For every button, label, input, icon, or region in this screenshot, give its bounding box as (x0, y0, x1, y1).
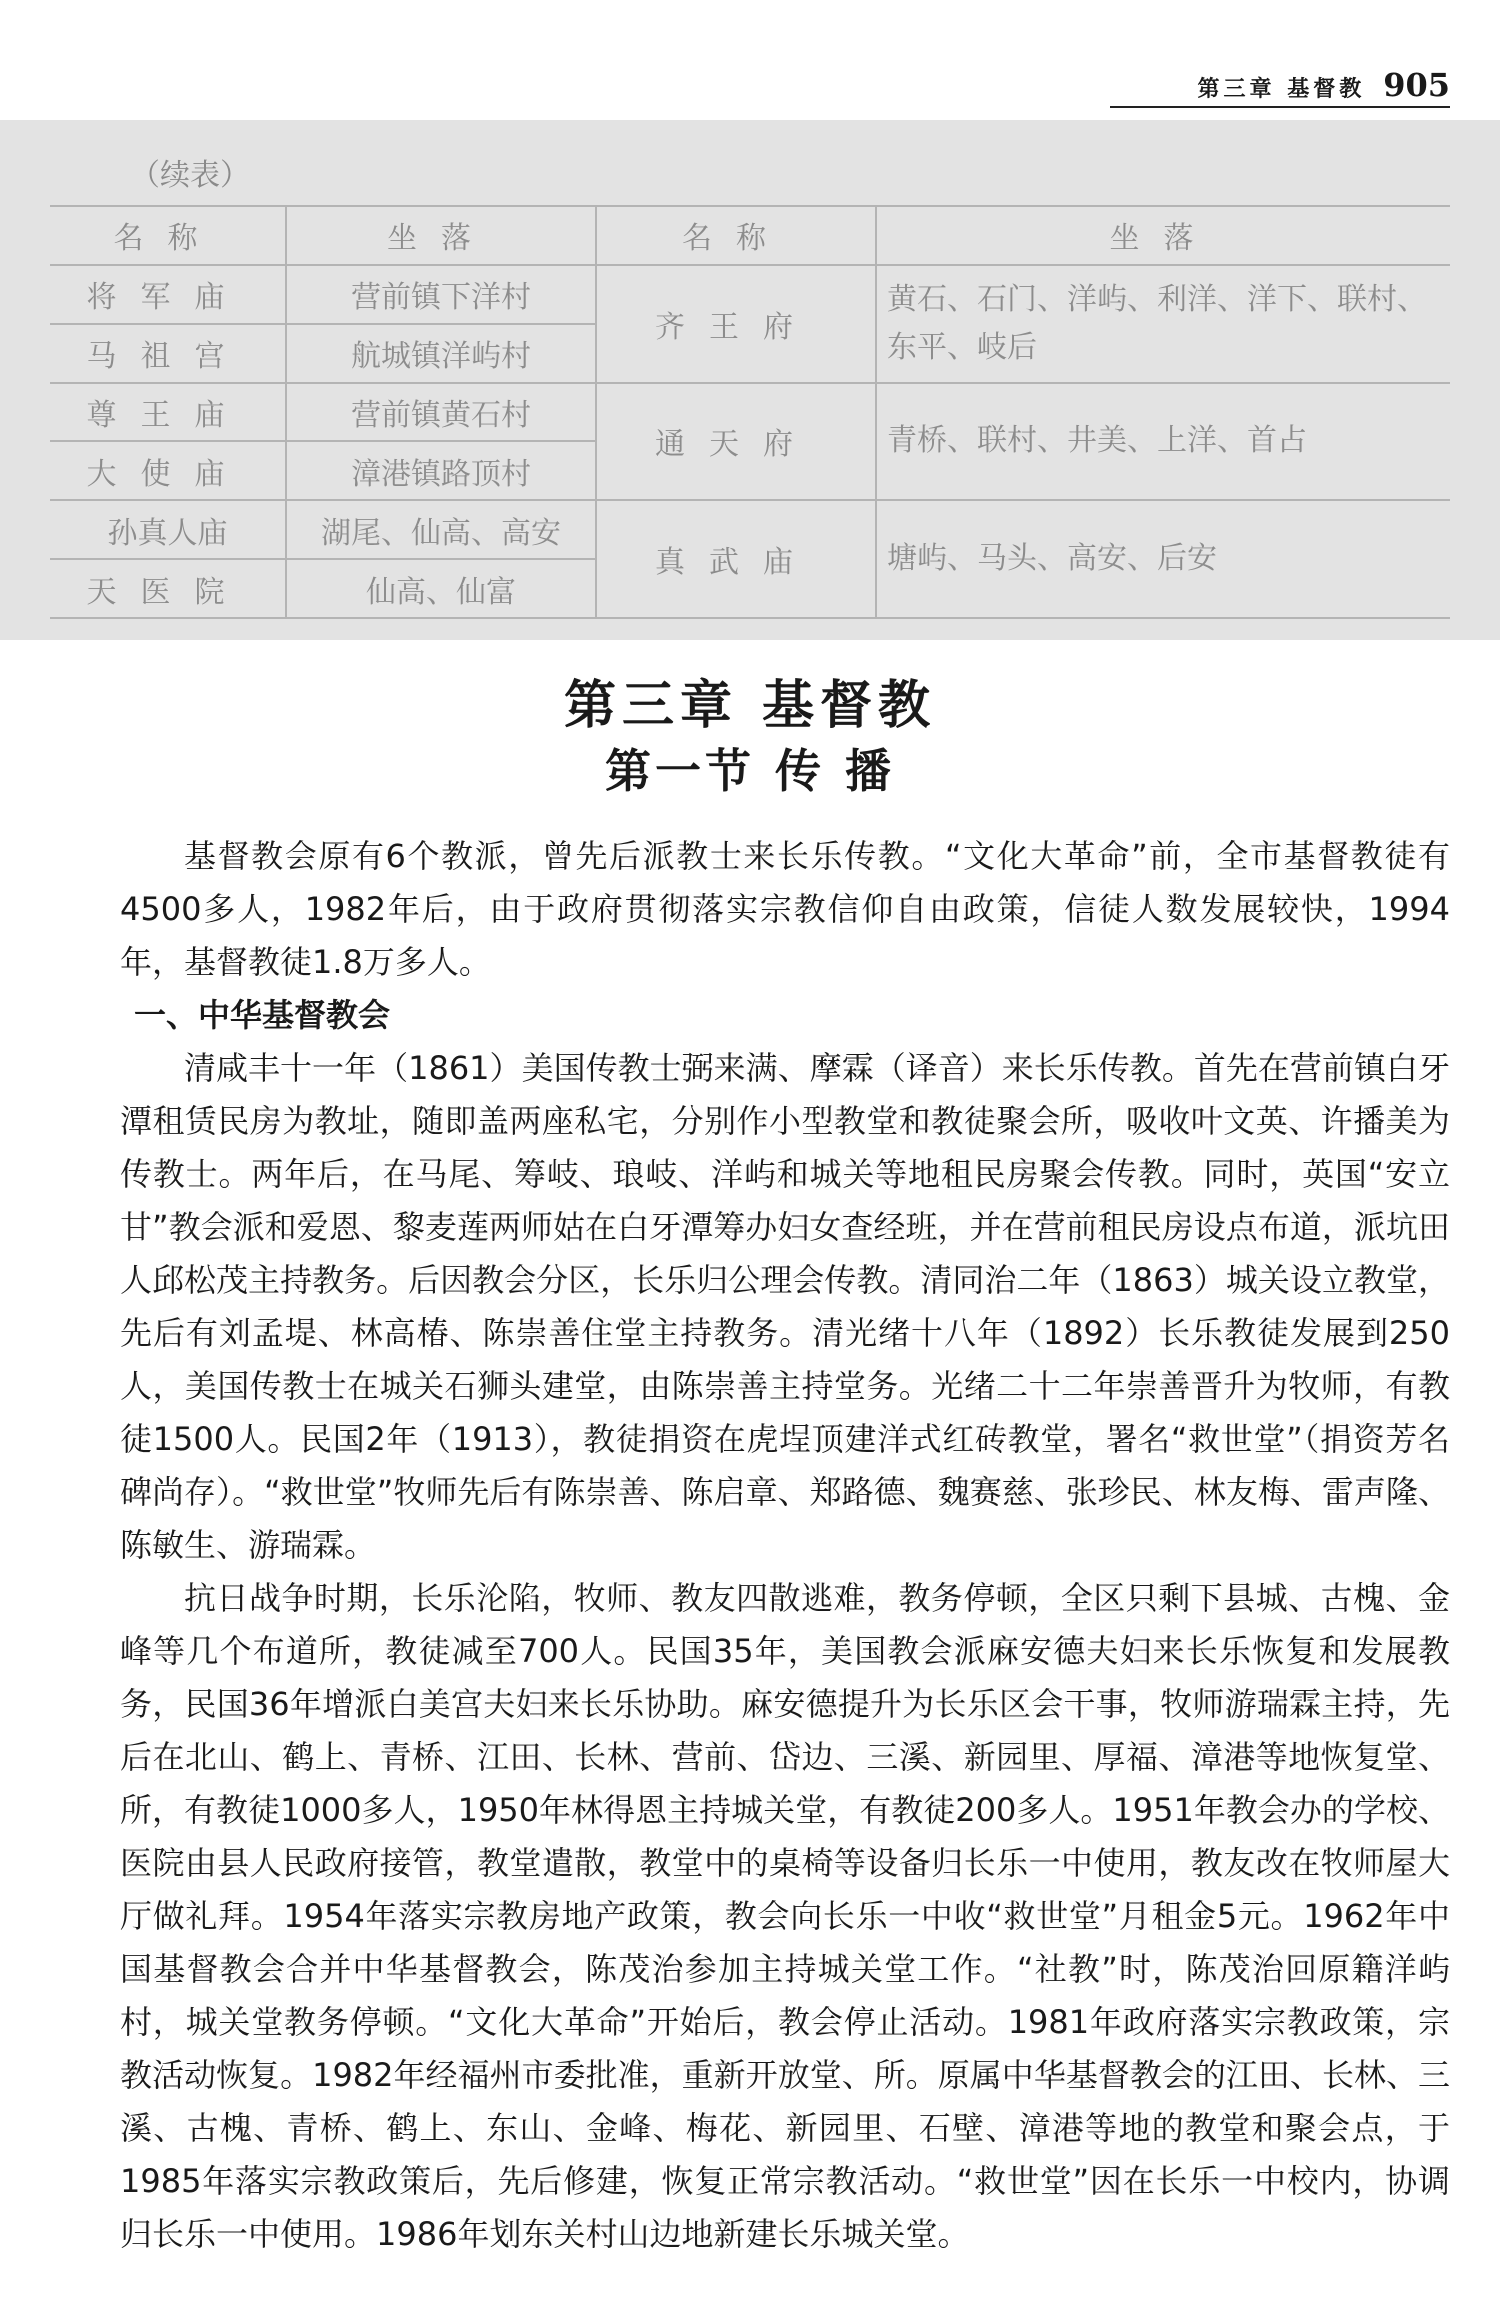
paragraph: 基督教会原有6个教派，曾先后派教士来长乐传教。“文化大革命”前，全市基督教徒有4500多人，1982年后，由于政府贯彻落实宗教信仰自由政策，信徒人数发展较快，1994年，基督教徒1.8万多人。 (120, 837, 1450, 981)
subheading: 一、中华基督教会 (134, 996, 391, 1034)
table-row (50, 383, 1450, 442)
temple-name: 孙真人庙 (50, 500, 286, 559)
temple-location: 营前镇黄石村 (286, 383, 596, 442)
section-title: 第一节 传 播 (604, 744, 896, 798)
running-head (1110, 66, 1450, 108)
temple-name: 将军庙 (50, 265, 286, 324)
table-header-row (50, 206, 1450, 265)
temple-name: 通天府 (596, 383, 876, 501)
chapter-title: 第三章 基督教 (563, 676, 937, 736)
temple-location: 仙高、仙富 (286, 559, 596, 618)
temple-name: 天医院 (50, 559, 286, 618)
temple-location: 湖尾、仙高、高安 (286, 500, 596, 559)
running-head-chapter: 第三章 基督教 (1197, 77, 1366, 102)
header-location-1: 坐落 (286, 206, 596, 265)
paragraph: 清咸丰十一年（1861）美国传教士弼来满、摩霖（译音）来长乐传教。首先在营前镇白牙潭租赁民房为教址，随即盖两座私宅，分别作小型教堂和教徒聚会所，吸收叶文英、许播美为传教士。两年后，在马尾、筹岐、琅岐、洋屿和城关等地租民房聚会传教。同时，英国“安立甘”教会派和爱恩、黎麦莲两师姑在白牙潭筹办妇女查经班，并在营前租民房设点布道，派坑田人邱松茂主持教务。后因教会分区，长乐归公理会传教。清同治二年（1863）城关设立教堂，先后有刘孟堤、林高椿、陈崇善住堂主持教务。清光绪十八年（1892）长乐教徒发展到250人，美国传教士在城关石狮头建堂，由陈崇善主持堂务。光绪二十二年崇善晋升为牧师，有教徒1500人。民国2年（1913），教徒捐资在虎埕顶建洋式红砖教堂，署名“救世堂”（捐资芳名碑尚存）。“救世堂”牧师先后有陈崇善、陈启章、郑路德、魏赛慈、张珍民、林友梅、雷声隆、陈敏生、游瑞霖。 (120, 1049, 1450, 1564)
temple-location: 塘屿、马头、高安、后安 (876, 500, 1450, 618)
temple-name: 尊王庙 (50, 383, 286, 442)
temple-location: 营前镇下洋村 (286, 265, 596, 324)
body-text (120, 830, 1450, 2261)
temple-name: 马祖宫 (50, 324, 286, 383)
table-row (50, 265, 1450, 324)
temple-location: 漳港镇路顶村 (286, 441, 596, 500)
temple-name: 真武庙 (596, 500, 876, 618)
header-name-2: 名称 (596, 206, 876, 265)
temple-location: 航城镇洋屿村 (286, 324, 596, 383)
continued-label: （续表） (130, 158, 250, 193)
header-location-2: 坐落 (876, 206, 1450, 265)
temple-location: 黄石、石门、洋屿、利洋、洋下、联村、东平、岐后 (876, 265, 1450, 383)
header-name-1: 名称 (50, 206, 286, 265)
temple-location: 青桥、联村、井美、上洋、首占 (876, 383, 1450, 501)
temple-table (50, 205, 1450, 619)
paragraph: 抗日战争时期，长乐沦陷，牧师、教友四散逃难，教务停顿，全区只剩下县城、古槐、金峰等几个布道所，教徒减至700人。民国35年，美国教会派麻安德夫妇来长乐恢复和发展教务，民国36年增派白美宫夫妇来长乐协助。麻安德提升为长乐区会干事，牧师游瑞霖主持，先后在北山、鹤上、青桥、江田、长林、营前、岱边、三溪、新园里、厚福、漳港等地恢复堂、所，有教徒1000多人，1950年林得恩主持城关堂，有教徒200多人。1951年教会办的学校、医院由县人民政府接管，教堂遣散，教堂中的桌椅等设备归长乐一中使用，教友改在牧师屋大厅做礼拜。1954年落实宗教房地产政策，教会向长乐一中收“救世堂”月租金5元。1962年中国基督教会合并中华基督教会，陈茂治参加主持城关堂工作。“社教”时，陈茂治回原籍洋屿村，城关堂教务停顿。“文化大革命”开始后，教会停止活动。1981年政府落实宗教政策，宗教活动恢复。1982年经福州市委批准，重新开放堂、所。原属中华基督教会的江田、长林、三溪、古槐、青桥、鹤上、东山、金峰、梅花、新园里、石壁、漳港等地的教堂和聚会点，于1985年落实宗教政策后，先后修建，恢复正常宗教活动。“救世堂”因在长乐一中校内，协调归长乐一中使用。1986年划东关村山边地新建长乐城关堂。 (120, 1579, 1450, 2253)
temple-table-section (0, 120, 1500, 640)
temple-name: 齐王府 (596, 265, 876, 383)
temple-name: 大使庙 (50, 441, 286, 500)
page-number: 905 (1383, 66, 1450, 104)
table-row (50, 500, 1450, 559)
